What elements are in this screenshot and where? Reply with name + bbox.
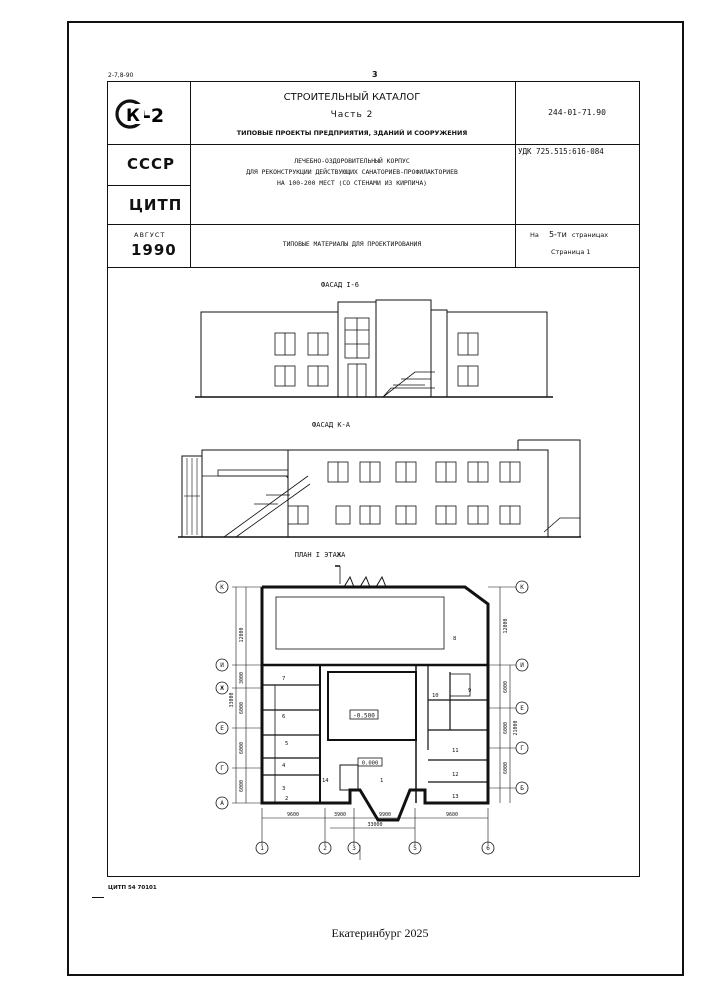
axis-label: Б (520, 785, 524, 792)
facade-2-title: ФАСАД К-А (312, 421, 350, 429)
project-code: 244-01-71.90 (548, 108, 606, 117)
dimension-label: 33000 (229, 692, 235, 708)
dimension-label: 3000 (239, 671, 245, 685)
org-ussr: СССР (127, 155, 176, 173)
page-number: 3 (372, 70, 378, 79)
pages-value: 5-ти (548, 230, 567, 239)
axis-label: 3 (352, 845, 356, 852)
title-block-rule (515, 81, 516, 267)
title-block-rule (107, 224, 640, 225)
plan-level-label-2: 0.000 (361, 760, 379, 767)
dimension-label: 6000 (503, 680, 509, 694)
room-number: 13 (452, 794, 459, 800)
axis-label: Г (520, 745, 524, 752)
dimension-label: 12000 (503, 618, 509, 634)
dimension-label: 3900 (333, 812, 347, 818)
title-block-rule (190, 81, 191, 267)
plan-level-label: -0.500 (353, 712, 375, 720)
issue-month: АВГУСТ (134, 231, 166, 239)
footer-stamp: ЦИТП 54 70101 (108, 885, 157, 891)
dimension-label: 9600 (445, 812, 459, 818)
dimension-label: 6000 (239, 741, 245, 755)
room-number: 11 (452, 748, 459, 754)
dimension-label: 33000 (367, 822, 383, 828)
logo-letter: К (126, 106, 140, 126)
axis-label: Ж (220, 685, 224, 692)
title-block-rule (107, 267, 640, 268)
title-block-rule (107, 185, 190, 186)
room-number: 4 (282, 763, 286, 769)
catalog-logo (112, 96, 188, 136)
axis-label: И (520, 662, 524, 669)
catalog-subtitle: ТИПОВЫЕ ПРОЕКТЫ ПРЕДПРИЯТИЯ, ЗДАНИЙ И СООРУЖЕНИЯ (236, 129, 468, 137)
pages-count (530, 230, 608, 239)
room-number: 9 (468, 688, 472, 694)
axis-label: 1 (260, 845, 264, 852)
pages-suffix: страницах (571, 231, 609, 239)
catalog-part: Часть 2 (330, 110, 374, 120)
dimension-label: 6000 (239, 701, 245, 715)
axis-label: 2 (323, 845, 327, 852)
udk-code: УДК 725.515:616-084 (518, 147, 604, 156)
floor-plan (210, 560, 528, 870)
axis-label: Е (520, 705, 524, 712)
room-number: 2 (285, 796, 289, 802)
room-number: 8 (453, 636, 457, 642)
catalog-title: СТРОИТЕЛЬНЫЙ КАТАЛОГ (283, 92, 421, 103)
project-title-line2: ДЛЯ РЕКОНСТРУКЦИИ ДЕЙСТВУЮЩИХ САНАТОРИЕВ-ПРОФИЛАКТОРИЕВ (246, 168, 458, 176)
room-number: 14 (322, 778, 329, 784)
logo-number: -2 (143, 105, 165, 127)
axis-label: Е (220, 725, 224, 732)
room-number: 10 (432, 693, 439, 699)
dimension-label: 12000 (239, 627, 245, 643)
pages-prefix: На (530, 231, 539, 239)
issue-year: 1990 (131, 241, 177, 259)
title-block-rule (107, 144, 640, 145)
dimension-label: 6000 (239, 779, 245, 793)
dimension-label: 9900 (378, 812, 392, 818)
axis-label: К (520, 584, 524, 591)
org-citp: ЦИТП (129, 196, 183, 214)
room-number: 1 (380, 778, 384, 784)
project-title-line1: ЛЕЧЕБНО-ОЗДОРОВИТЕЛЬНЫЙ КОРПУС (294, 157, 410, 165)
facade-2-drawing (178, 434, 583, 544)
materials-label: ТИПОВЫЕ МАТЕРИАЛЫ ДЛЯ ПРОЕКТИРОВАНИЯ (282, 240, 422, 248)
footer-mark (92, 897, 104, 898)
room-number: 6 (282, 714, 286, 720)
sheet-code: 2-7,8-90 (108, 72, 134, 79)
caption-city-year: Екатеринбург 2025 (331, 926, 429, 940)
dimension-label: 6000 (503, 761, 509, 775)
axis-label: А (220, 800, 224, 807)
axis-label: 5 (413, 845, 417, 852)
room-number: 3 (282, 786, 286, 792)
dimension-label: 9600 (286, 812, 300, 818)
room-number: 5 (285, 741, 289, 747)
room-number: 7 (282, 676, 286, 682)
axis-label: Г (220, 765, 224, 772)
dimension-label: 6000 (503, 721, 509, 735)
axis-label: И (220, 662, 224, 669)
project-title-line3: НА 100-200 МЕСТ (СО СТЕНАМИ ИЗ КИРПИЧА) (276, 179, 428, 187)
facade-1-title: ФАСАД I-6 (321, 281, 359, 289)
facade-1-drawing (195, 300, 555, 402)
page-label: Страница 1 (551, 248, 591, 256)
axis-label: К (220, 584, 224, 591)
plan-title: ПЛАН I ЭТАЖА (294, 551, 346, 559)
room-number: 12 (452, 772, 459, 778)
axis-label: 6 (486, 845, 490, 852)
dimension-label: 21000 (513, 720, 519, 736)
